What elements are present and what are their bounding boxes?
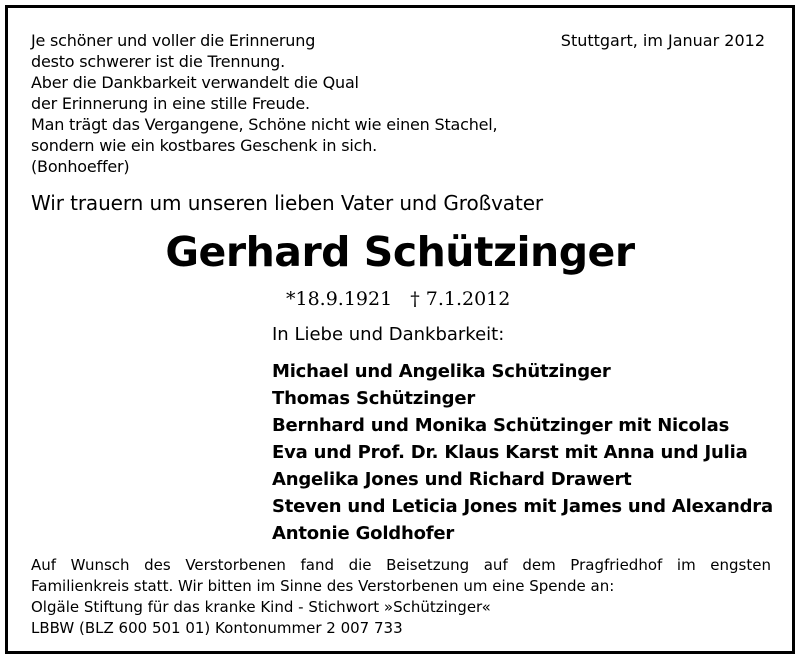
mourners-list <box>272 358 773 547</box>
footer-notice <box>31 555 771 639</box>
deceased-name: Gerhard Schützinger <box>165 228 635 276</box>
place-and-date: Stuttgart, im Januar 2012 <box>560 31 765 50</box>
quote-attribution: (Bonhoeffer) <box>31 157 130 176</box>
mourner-entry: Steven und Leticia Jones mit James und Alexandra <box>272 496 773 517</box>
footer-line: Olgäle Stiftung für das kranke Kind - Stichwort »Schützinger« <box>31 598 491 616</box>
bank-details: LBBW (BLZ 600 501 01) Kontonummer 2 007 733 <box>31 619 403 637</box>
quote-line: desto schwerer ist die Trennung. <box>31 52 285 71</box>
mourner-entry: Angelika Jones und Richard Drawert <box>272 469 632 490</box>
death-date: † 7.1.2012 <box>410 288 511 310</box>
footer-line: Familienkreis statt. Wir bitten im Sinne des Verstorbenen um eine Spende an: <box>31 577 615 595</box>
mourner-entry: Eva und Prof. Dr. Klaus Karst mit Anna und Julia <box>272 442 748 463</box>
mourner-entry: Antonie Goldhofer <box>272 523 455 544</box>
footer-line: Auf Wunsch des Verstorbenen fand die Beisetzung auf dem Pragfriedhof im engsten <box>31 556 771 574</box>
quote-line: sondern wie ein kostbares Geschenk in sich. <box>31 136 378 155</box>
life-dates <box>286 287 510 311</box>
mourning-line: Wir trauern um unseren lieben Vater und Großvater <box>31 191 544 215</box>
birth-date: *18.9.1921 <box>286 288 393 310</box>
quote-line: Man trägt das Vergangene, Schöne nicht wie einen Stachel, <box>31 115 498 134</box>
obituary-notice <box>5 5 795 654</box>
mourner-entry: Thomas Schützinger <box>272 388 476 409</box>
love-line: In Liebe und Dankbarkeit: <box>272 324 505 345</box>
quote-line: der Erinnerung in eine stille Freude. <box>31 94 310 113</box>
bonhoeffer-quote <box>31 30 497 177</box>
mourner-entry: Bernhard und Monika Schützinger mit Nicolas <box>272 415 730 436</box>
quote-line: Aber die Dankbarkeit verwandelt die Qual <box>31 73 359 92</box>
quote-line: Je schöner und voller die Erinnerung <box>31 31 316 50</box>
mourner-entry: Michael und Angelika Schützinger <box>272 361 611 382</box>
